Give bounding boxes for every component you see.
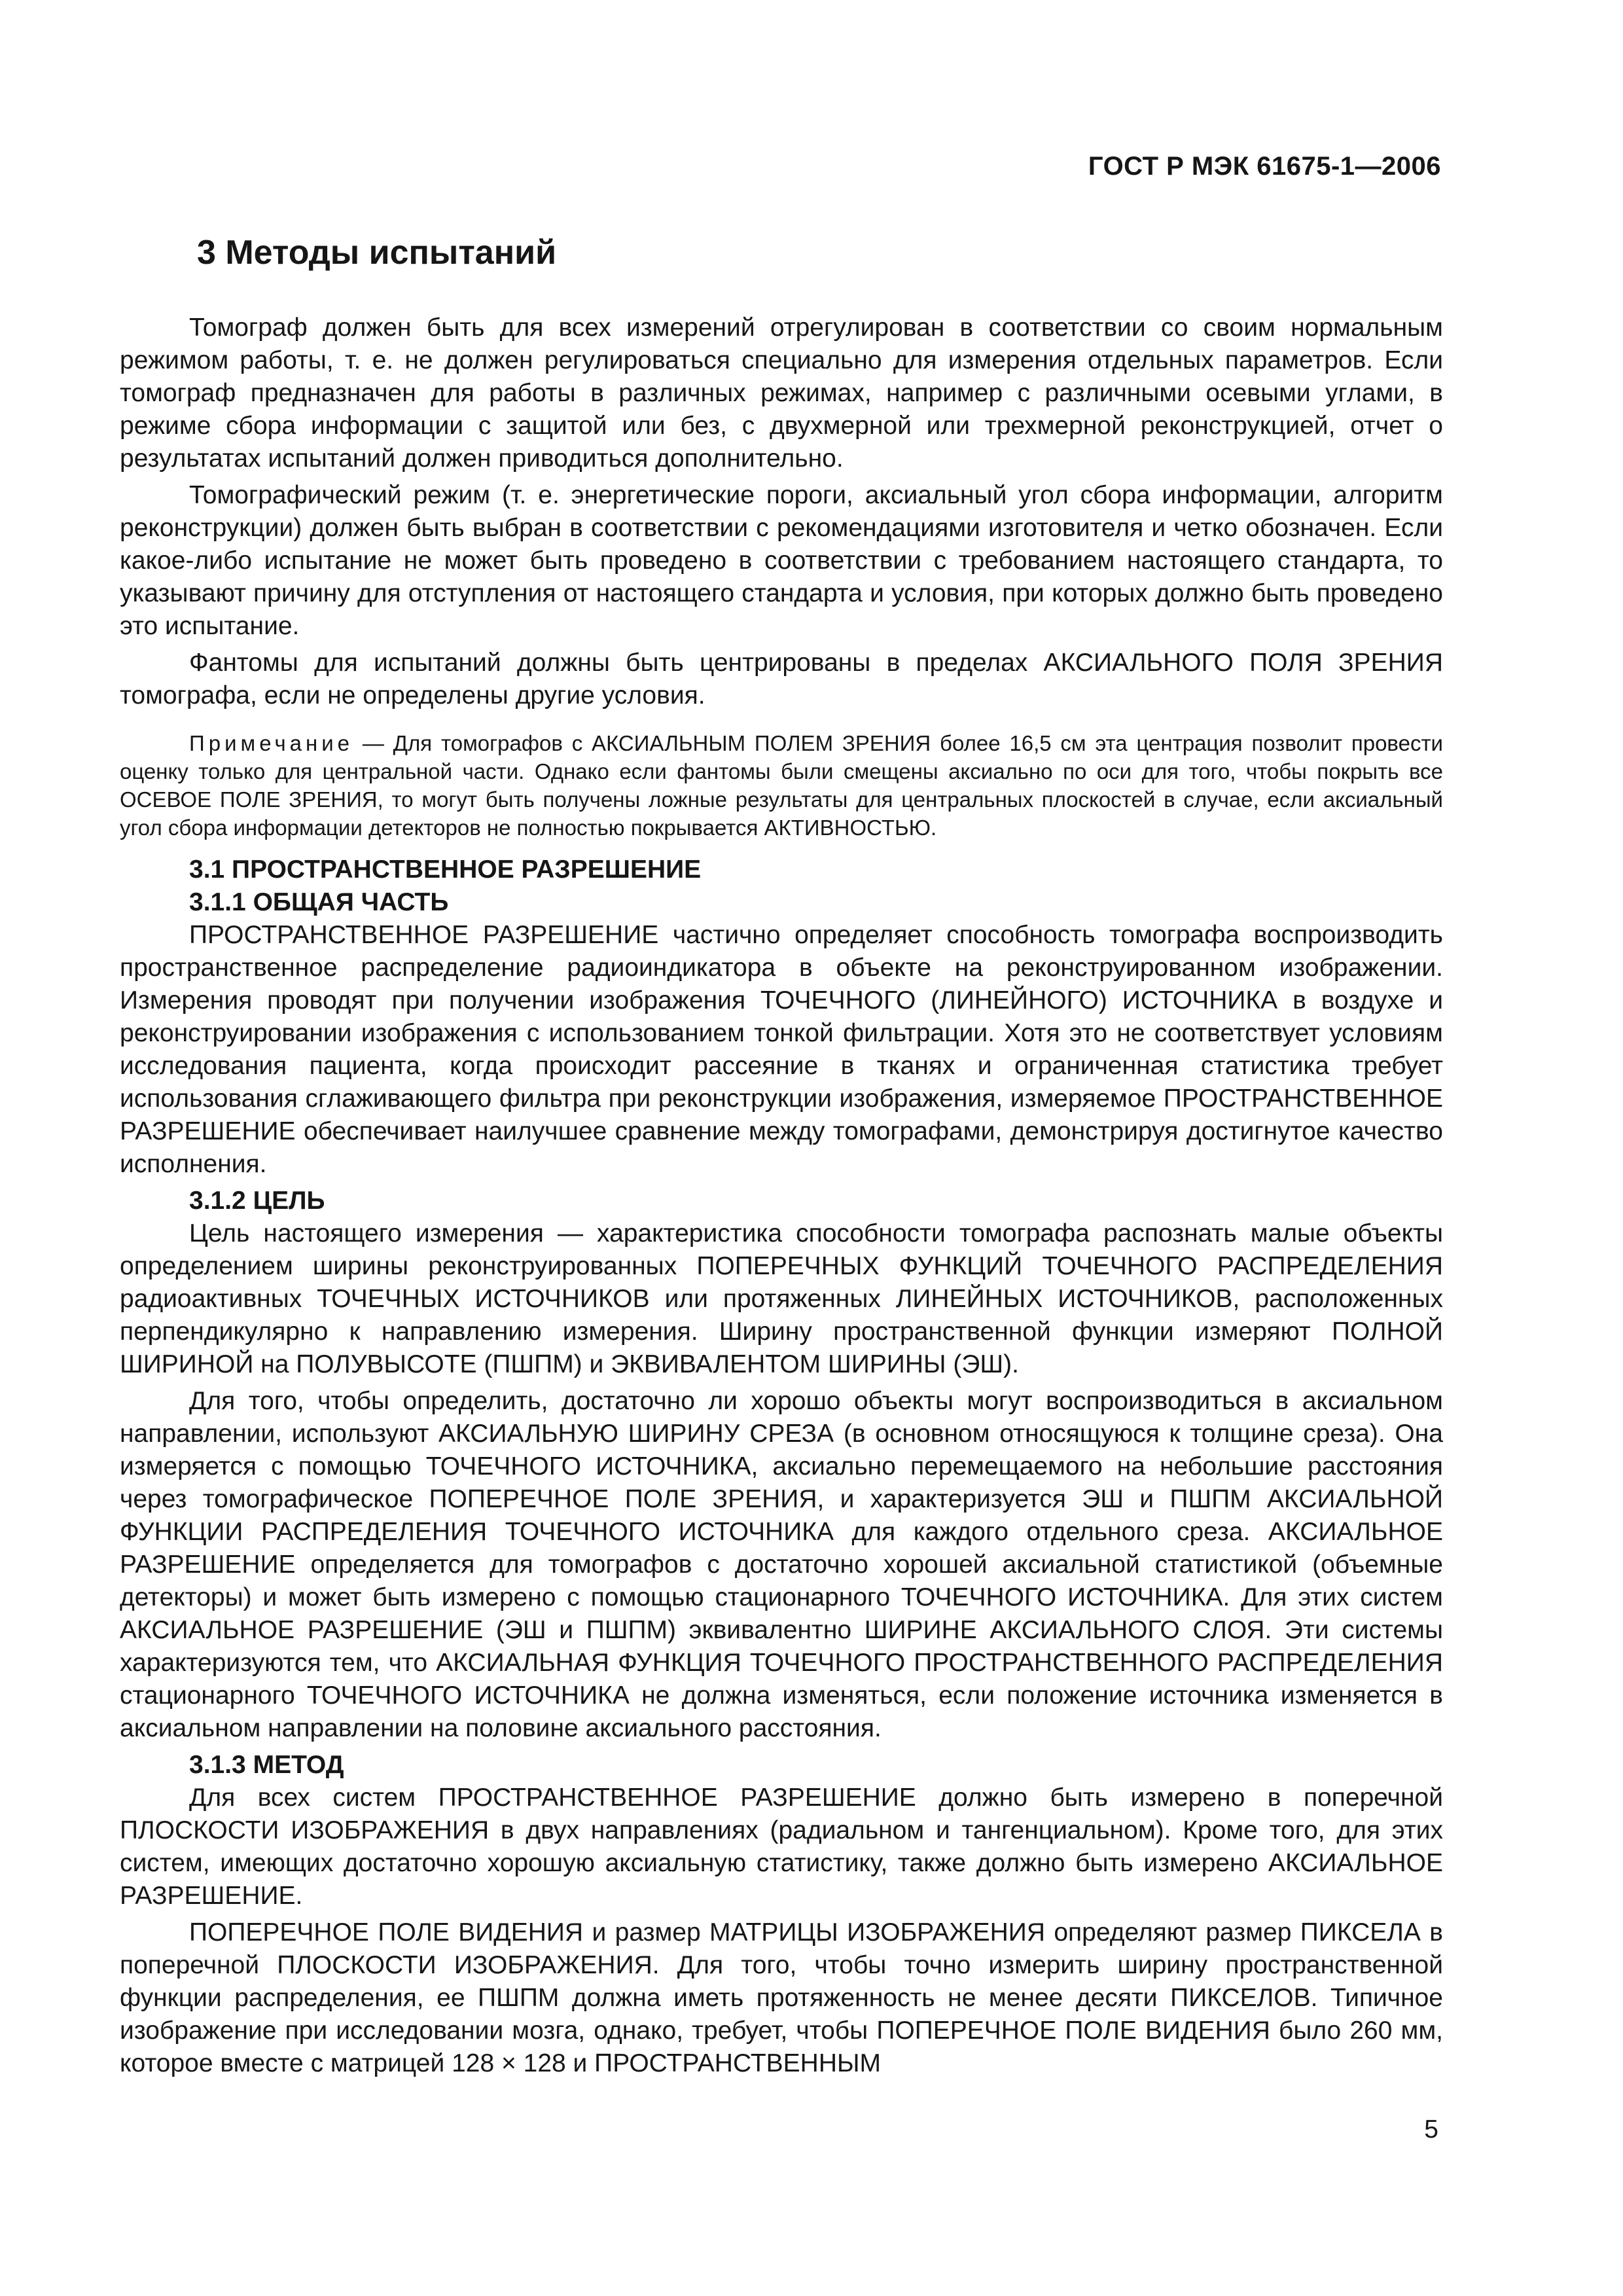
body-paragraph: ПОПЕРЕЧНОЕ ПОЛЕ ВИДЕНИЯ и размер МАТРИЦЫ ИЗОБРАЖЕНИЯ определяют размер ПИКСЕЛА в поперечной ПЛОСКОСТИ ИЗОБРАЖЕНИЯ. Для того, чтобы точно измерить ширину пространственной функции распределения, ее ПШПМ должна иметь протяженность не менее десяти ПИКСЕЛОВ. Типичное изображение при исследовании мозга, однако, требует, чтобы ПОПЕРЕЧНОЕ ПОЛЕ ВИДЕНИЯ было 260 мм, которое вместе с матрицей 128 × 128 и ПРОСТРАНСТВЕННЫМ xyxy=(120,1918,1443,2077)
body-paragraph: Цель настоящего измерения — характеристика способности томографа распознать малые объекты определением ширины реконструированных ПОПЕРЕЧНЫХ ФУНКЦИЙ ТОЧЕЧНОГО РАСПРЕДЕЛЕНИЯ радиоактивных ТОЧЕЧНЫХ ИСТОЧНИКОВ или протяженных ЛИНЕЙНЫХ ИСТОЧНИКОВ, расположенных перпендикулярно к направлению измерения. Ширину пространственной функции измеряют ПОЛНОЙ ШИРИНОЙ на ПОЛУВЫСОТЕ (ПШПМ) и ЭКВИВАЛЕНТОМ ШИРИНЫ (ЭШ). xyxy=(120,1219,1443,1378)
page-content xyxy=(120,230,1443,2084)
page-number: 5 xyxy=(1424,2115,1438,2144)
section-title: 3 Методы испытаний xyxy=(197,234,557,272)
body-paragraph: Томограф должен быть для всех измерений отрегулирован в соответствии со своим нормальным режимом работы, т. е. не должен регулироваться специально для измерения отдельных параметров. Если томограф предназначен для работы в различных режимах, например с различными осевыми углами, в режиме сбора информации с защитой или без, с двухмерной или трехмерной реконструкцией, отчет о результатах испытаний должен приводиться дополнительно. xyxy=(120,314,1443,473)
note-text: — Для томографов с АКСИАЛЬНЫМ ПОЛЕМ ЗРЕНИЯ более 16,5 см эта центрация позволит провести оценку только для центральной части. Однако если фантомы были смещены аксиально по оси для того, чтобы покрыть все ОСЕВОЕ ПОЛЕ ЗРЕНИЯ, то могут быть получены ложные результаты для центральных плоскостей в случае, если аксиальный угол сбора информации детекторов не полностью покрывается АКТИВНОСТЬЮ. xyxy=(120,731,1443,840)
standard-header: ГОСТ Р МЭК 61675-1—2006 xyxy=(1088,152,1441,181)
clause-title-general: 3.1.1 ОБЩАЯ ЧАСТЬ xyxy=(189,888,449,916)
note xyxy=(120,729,1443,842)
subsection-title: 3.1 ПРОСТРАНСТВЕННОЕ РАЗРЕШЕНИЕ xyxy=(189,855,702,884)
clause-title-method: 3.1.3 МЕТОД xyxy=(189,1751,344,1779)
body-paragraph: Для того, чтобы определить, достаточно ли хорошо объекты могут воспроизводиться в аксиальном направлении, используют АКСИАЛЬНУЮ ШИРИНУ СРЕЗА (в основном относящуюся к толщине среза). Она измеряется с помощью ТОЧЕЧНОГО ИСТОЧНИКА, аксиально перемещаемого на небольшие расстояния через томографическое ПОПЕРЕЧНОЕ ПОЛЕ ЗРЕНИЯ, и характеризуется ЭШ и ПШПМ АКСИАЛЬНОЙ ФУНКЦИИ РАСПРЕДЕЛЕНИЯ ТОЧЕЧНОГО ИСТОЧНИКА для каждого отдельного среза. АКСИАЛЬНОЕ РАЗРЕШЕНИЕ определяется для томографов с достаточно хорошей аксиальной статистикой (объемные детекторы) и может быть измерено с помощью стационарного ТОЧЕЧНОГО ИСТОЧНИКА. Для этих систем АКСИАЛЬНОЕ РАЗРЕШЕНИЕ (ЭШ и ПШПМ) эквивалентно ШИРИНЕ АКСИАЛЬНОГО СЛОЯ. Эти системы характеризуются тем, что АКСИАЛЬНАЯ ФУНКЦИЯ ТОЧЕЧНОГО ПРОСТРАНСТВЕННОГО РАСПРЕДЕЛЕНИЯ стационарного ТОЧЕЧНОГО ИСТОЧНИКА не должна изменяться, если положение источника изменяется в аксиальном направлении на половине аксиального расстояния. xyxy=(120,1387,1443,1742)
body-paragraph: Для всех систем ПРОСТРАНСТВЕННОЕ РАЗРЕШЕНИЕ должно быть измерено в поперечной ПЛОСКОСТИ ИЗОБРАЖЕНИЯ в двух направлениях (радиальном и тангенциальном). Кроме того, для этих систем, имеющих достаточно хорошую аксиальную статистику, также должно быть измерено АКСИАЛЬНОЕ РАЗРЕШЕНИЕ. xyxy=(120,1784,1443,1910)
body-paragraph: Томографический режим (т. е. энергетические пороги, аксиальный угол сбора информации, алгоритм реконструкции) должен быть выбран в соответствии с рекомендациями изготовителя и четко обозначен. Если какое-либо испытание не может быть проведено в соответствии с требованием настоящего стандарта, то указывают причину для отступления от настоящего стандарта и условия, при которых должно быть проведено это испытание. xyxy=(120,481,1443,640)
body-paragraph: Фантомы для испытаний должны быть центрированы в пределах АКСИАЛЬНОГО ПОЛЯ ЗРЕНИЯ томографа, если не определены другие условия. xyxy=(120,649,1443,709)
body-paragraph: ПРОСТРАНСТВЕННОЕ РАЗРЕШЕНИЕ частично определяет способность томографа воспроизводить пространственное распределение радиоиндикатора в объекте на реконструированном изображении. Измерения проводят при получении изображения ТОЧЕЧНОГО (ЛИНЕЙНОГО) ИСТОЧНИКА в воздухе и реконструировании изображения с использованием тонкой фильтрации. Хотя это не соответствует условиям исследования пациента, когда происходит рассеяние в тканях и ограниченная статистика требует использования сглаживающего фильтра при реконструкции изображения, измеряемое ПРОСТРАНСТВЕННОЕ РАЗРЕШЕНИЕ обеспечивает наилучшее сравнение между томографами, демонстрируя достигнутое качество исполнения. xyxy=(120,921,1443,1178)
note-label: Примечание xyxy=(189,731,354,755)
clause-title-purpose: 3.1.2 ЦЕЛЬ xyxy=(189,1187,325,1215)
